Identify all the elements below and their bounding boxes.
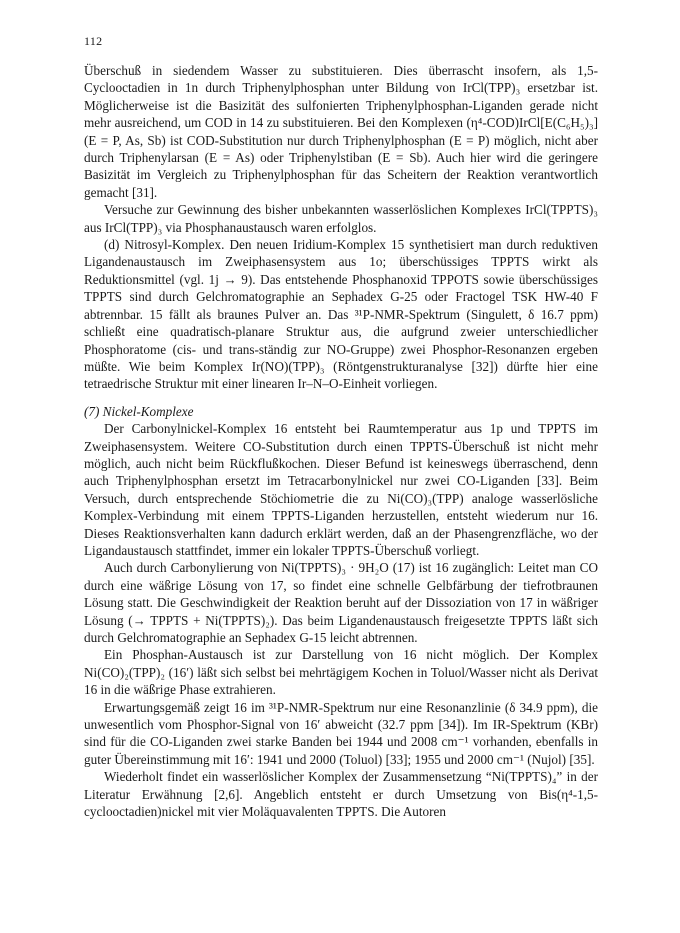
paragraph: Auch durch Carbonylierung von Ni(TPPTS)₃ · 9H₂O (17) ist 16 zugänglich: Leitet man CO durch eine wäßrige Lösung von 17, so findet eine schnelle Gelbfärbung der tiefrotbraunen Lösung statt. Die Geschwindigkeit der Reaktion beruht auf der Dissoziation von 17 in wäßriger Lösung (→ TPPTS + Ni(TPPTS)₂). Das beim Ligandenaustausch freigesetzte TPPTS läßt sich durch Gelchromatographie an Sephadex G-15 leicht abtrennen. [84, 560, 598, 645]
paragraph: Der Carbonylnickel-Komplex 16 entsteht bei Raumtemperatur aus 1p und TPPTS im Zweiphasensystem. Weitere CO-Substitution durch einen TPPTS-Überschuß ist nicht mehr möglich, auch nicht beim Rückflußkochen. Dieser Befund ist keineswegs überraschend, denn auch Triphenylphosphan ersetzt im Tetracarbonylnickel nur zwei CO-Liganden [33]. Beim Versuch, durch entsprechende Stöchiometrie die zu Ni(CO)₃(TPP) analoge wasserlösliche Komplex-Verbindung mit einem TPPTS-Liganden herzustellen, entsteht wiederum nur 16. Dieses Reaktionsverhalten kann dadurch erklärt werden, daß an der Phasengrenzfläche, wo der Ligandaustausch stattfindet, immer ein lokaler TPPTS-Überschuß vorliegt. [84, 421, 598, 558]
paragraph: Überschuß in siedendem Wasser zu substituieren. Dies überrascht insofern, als 1,5-Cyclooctadien in 1n durch Triphenylphosphan unter Bildung von IrCl(TPP)₃ ersetzbar ist. Möglicherweise ist die Basizität des sulfonierten Triphenylphosphan-Liganden gerade nicht mehr ausreichend, um COD in 14 zu substituieren. Bei den Komplexen (η⁴-COD)IrCl[E(C₆H₅)₃] (E = P, As, Sb) ist COD-Substitution nur durch Triphenylphosphan (E = P) möglich, nicht aber durch Triphenylarsan (E = As) oder Triphenylstiban (E = Sb). Auch hier wird die geringere Basizität im Vergleich zu Triphenylphosphan für das Scheitern der Reaktion verantwortlich gemacht [31]. [84, 63, 598, 200]
paragraph: Versuche zur Gewinnung des bisher unbekannten wasserlöslichen Komplexes IrCl(TPPTS)₃ aus IrCl(TPP)₃ via Phosphanaustausch waren erfolglos. [84, 202, 598, 235]
section-heading: (7) Nickel-Komplexe [84, 403, 194, 419]
paragraph: (d) Nitrosyl-Komplex. Den neuen Iridium-Komplex 15 synthetisiert man durch reduktiven Ligandenaustausch im Zweiphasensystem aus 1o; überschüssiges TPPTS wirkt als Reduktionsmittel (vgl. 1j → 9). Das entstehende Phosphanoxid TPPOTS sowie überschüssiges TPPTS sind durch Gelchromatographie an Sephadex G-25 oder Fractogel TSK HW-40 F abtrennbar. 15 fällt als braunes Pulver an. Das ³¹P-NMR-Spektrum (Singulett, δ 16.7 ppm) schließt eine quadratisch-planare Struktur aus, die aufgrund zweier unterschiedlicher Phosphoratome (cis- und trans-ständig zur NO-Gruppe) zwei Phosphor-Resonanzen ergeben müßte. Wie beim Komplex Ir(NO)(TPP)₃ (Röntgenstrukturanalyse [32]) dürfte hier eine tetraedrische Struktur mit einer linearen Ir–N–O-Einheit vorliegen. [84, 237, 598, 392]
body-text [84, 62, 598, 820]
paragraph: Erwartungsgemäß zeigt 16 im ³¹P-NMR-Spektrum nur eine Resonanzlinie (δ 34.9 ppm), die unwesentlich vom Phosphor-Signal von 16′ abweicht (32.7 ppm [34]). Im IR-Spektrum (KBr) sind für die CO-Liganden zwei starke Banden bei 1944 und 2008 cm⁻¹ vorhanden, ebenfalls in guter Übereinstimmung mit 16′: 1941 und 2000 (Toluol) [33]; 1955 und 2000 cm⁻¹ (Nujol) [35]. [84, 699, 598, 767]
paragraph: Wiederholt findet ein wasserlöslicher Komplex der Zusammensetzung “Ni(TPPTS)₄” in der Literatur Erwähnung [2,6]. Angeblich entsteht er durch Umsetzung von Bis(η⁴-1,5-cyclooctadien)nickel mit vier Moläquavalenten TPPTS. Die Autoren [84, 769, 598, 820]
paragraph: Ein Phosphan-Austausch ist zur Darstellung von 16 nicht möglich. Der Komplex Ni(CO)₂(TPP)₂ (16′) läßt sich selbst bei mehrtägigem Kochen in Toluol/Wasser nicht als Derivat 16 in die wäßrige Phase extrahieren. [84, 647, 598, 698]
page-number: 112 [84, 34, 103, 48]
